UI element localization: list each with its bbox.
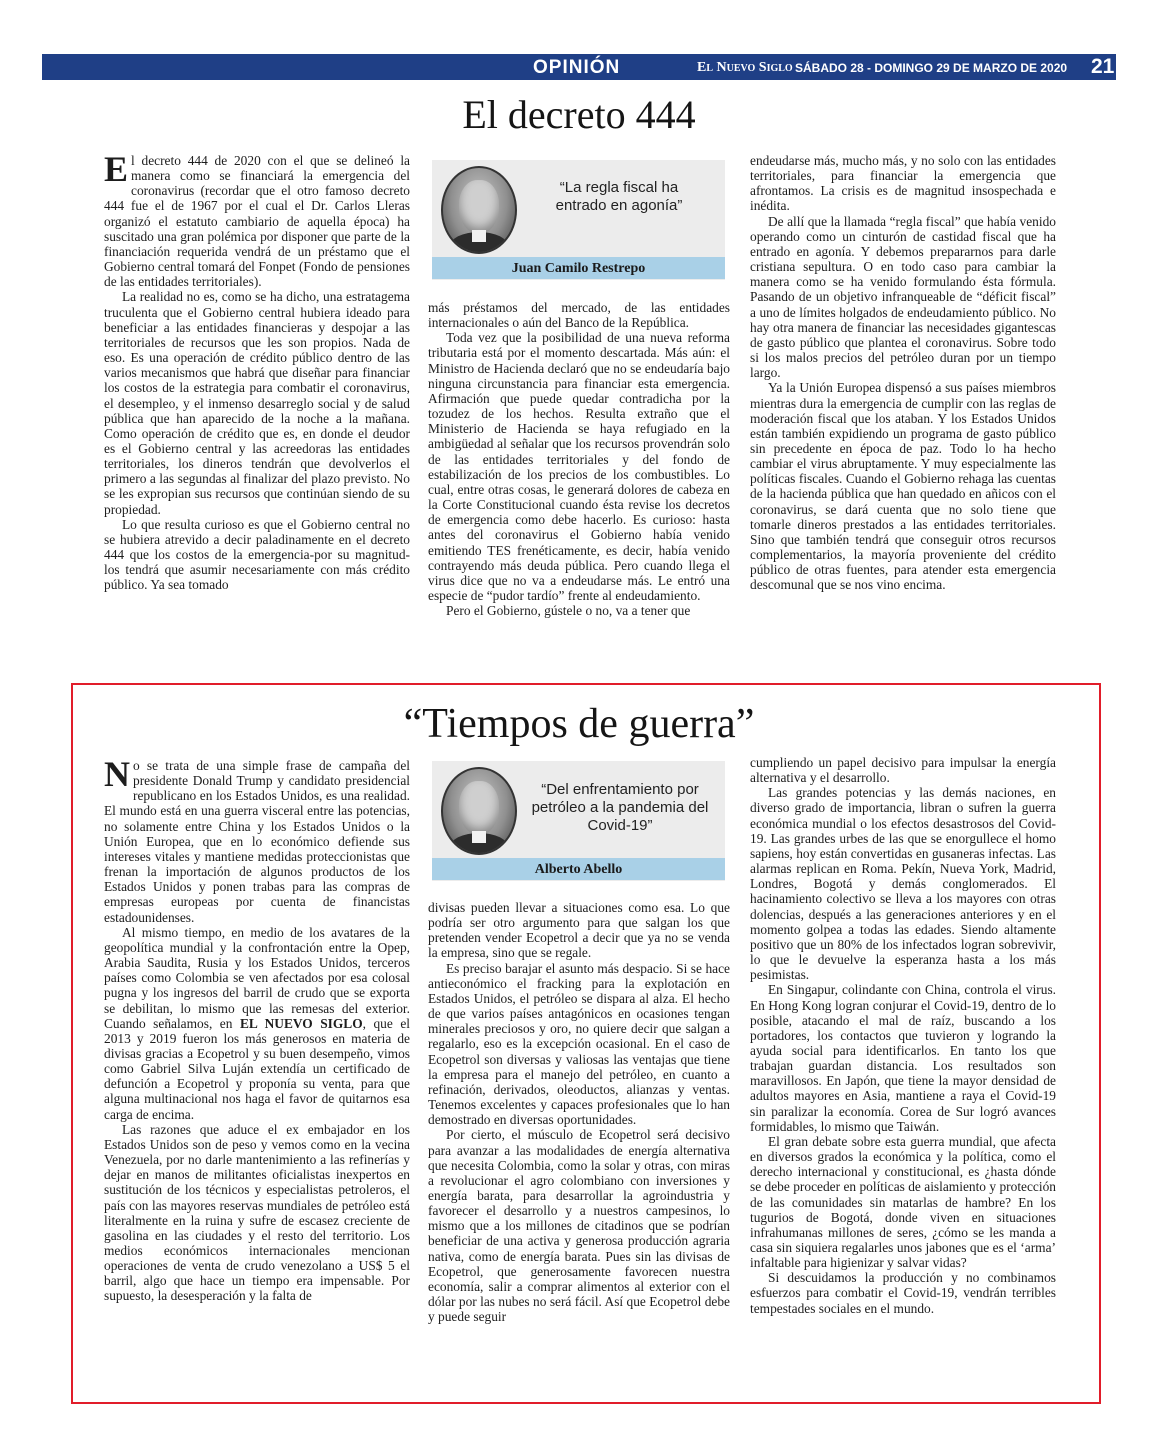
article1-paragraph: Pero el Gobierno, gústele o no, va a tener que bbox=[446, 603, 691, 619]
article1-column-2 bbox=[428, 300, 730, 673]
article2-paragraph: No se trata de una simple frase de campaña del presidente Donald Trump y candidato presidencial republicano en los Estados Unidos, es una realidad. El mundo está en una guerra visceral entre las potencias, no solamente entre China y los Estados Unidos o la Unión Europea, que en lo económico defiende sus intereses vitales y mantiene medidas proteccionistas que frenan la importación de algunos productos de los Estados Unidos y ponen trabas para las compras de empresas europeas por cuenta de financistas estadounidenses. bbox=[104, 758, 410, 925]
article2-paragraph: Es preciso barajar el asunto más despacio. Si se hace antieconómico el fracking para la explotación en Estados Unidos, el petróleo se dispara al alza. El hecho de que varios países antagónicos en ocasiones tengan minerales preciosos y oro, no quiere decir que salgan a regalarlo, eso es la excepción ocasional. En el caso de Ecopetrol son diversas y valiosas las ventajas que tiene la empresa para el manejo del petróleo, en cuanto a refinación, derivados, oleoductos, alianzas y ventas. Tenemos excelentes y capaces profesionales que lo han demostrado en diversas oportunidades. bbox=[428, 960, 730, 1128]
article1-paragraph: más préstamos del mercado, de las entidades internacionales o aún del Banco de la República. bbox=[428, 300, 730, 331]
newspaper-name-mention: EL NUEVO SIGLO bbox=[239, 1015, 363, 1031]
article1-paragraph: La realidad no es, como se ha dicho, una estratagema truculenta que el Gobierno central hubiera ideado para beneficiar a las entidades financieras y despojar a las territoriales de recursos que les son propios. Nada de eso. Es una operación de crédito público dentro de las varios mecanismos que habrá que diseñar para financiar los costos de la estrategia para combatir el coronavirus, el desempleo, y el inmenso desarreglo social y de salud pública que han aparecido de la noche a la mañana. Como operación de crédito que es, en donde el deudor es el Gobierno central y las acreedoras las entidades territoriales, los dineros tendrán que devolverlos el primero a las segundas al finalizar del plazo previsto. No se les expropian sus recursos que continúan siendo de su propiedad. bbox=[104, 289, 410, 517]
article2-paragraph: El gran debate sobre esta guerra mundial, que afecta en diversos grados la económica y la política, como el derecho internacional y constitucional, es ¿hasta dónde se debe proceder en políticas de aislamiento y protección de las comunidades sin matarlas de hambre? En los tugurios de Bogotá, donde viven en situaciones infrahumanas millones de seres, ¿cómo se les manda a casa sin siquiera regalarles unos jabones que es el ‘arma’ infaltable para higienizar y salvar vidas? bbox=[750, 1133, 1056, 1271]
article2-pull-quote: “Del enfrentamiento por petróleo a la pandemia del Covid-19” bbox=[531, 781, 709, 834]
article2-paragraph: Por cierto, el músculo de Ecopetrol será decisivo para avanzar a las modalidades de energía alternativa que necesita Colombia, como la solar y otras, con miras a revolucionar el agro colombiano con inversiones y energía barata, para desarrollar la agroindustria y favorecer el desarrollo y a nuestros campesinos, lo mismo que a los millones de citadinos que se podrían beneficiar de una activa y generosa producción agraria nativa, como de energía barata. Pues sin las divisas de Ecopetrol, que generosamente favorecen nuestra economía, salir a comprar alimentos al exterior con el dólar por las nubes no será fácil. Así que Ecopetrol debe y puede seguir bbox=[428, 1127, 730, 1325]
author-portrait-alberto-abello bbox=[441, 767, 517, 855]
article1-paragraph: Ya la Unión Europea dispensó a sus países miembros mientras dura la emergencia de cumplir con las reglas de moderación fiscal que los ataban. Y los Estados Unidos están también expidiendo un programa de gasto público sin precedente en época de paz. Todo lo ha hecho cambiar el virus abruptamente. Y muy especialmente las políticas fiscales. Cuando el Gobierno rehaga las cuentas de la hacienda pública que han quedado en añicos con el coronavirus, se dará cuenta que no solo tiene que tomarle dineros prestados a las entidades territoriales. Sino que también tendrá que conseguir otros recursos complementarios, la mayoría proveniente del crédito público de otras fuentes, para atender esta emergencia descomunal que se nos vino encima. bbox=[750, 380, 1056, 593]
masthead: El Nuevo Siglo bbox=[697, 60, 793, 75]
article2-author-box bbox=[432, 761, 725, 881]
article1-column-1 bbox=[104, 153, 410, 673]
author-portrait-juan-camilo-restrepo bbox=[441, 166, 517, 254]
article1-author-band bbox=[432, 257, 725, 279]
article1-dropcap: E bbox=[104, 153, 129, 189]
article2-paragraph: Las grandes potencias y las demás naciones, en diverso grado de importancia, libran o sufren la guerra económica mundial o los efectos desastrosos del Covid-19. Las grandes urbes de las que se enorgullece el homo sapiens, hoy están convertidas en gusaneras infectas. Las alarmas replican en Roma. Pekín, Nueva York, Madrid, Londres, Bogotá y demás conglomerados. El hacinamiento colectivo se lleva a los mayores con otras dolencias, después a las generaciones anteriores y en el momento golpea a todas las edades. Siendo altamente positivo que un 80% de los infectados logran sobrevivir, lo que le devuelve la esperanza hasta a los más pesimistas. bbox=[750, 785, 1056, 983]
article1-paragraph: endeudarse más, mucho más, y no solo con las entidades territoriales, para financiar la emergencia que afrontamos. La crisis es de magnitud insospechada e inédita. bbox=[750, 153, 1056, 214]
article1-paragraph: El decreto 444 de 2020 con el que se delineó la manera como se financiará la emergencia del coronavirus (recordar que el otro famoso decreto 444 fue el de 1967 por el cual el Dr. Carlos Lleras organizó el estatuto cambiario de aquella época) ha suscitado una gran polémica por disponer que parte de la financiación requerida vendrá de un préstamo que el Gobierno central tomará del Fonpet (Fondo de pensiones de las entidades territoriales). bbox=[104, 153, 410, 290]
article2-paragraph: Al mismo tiempo, en medio de los avatares de la geopolítica mundial y la confrontación entre la Opep, Arabia Saudita, Rusia y los Estados Unidos, terceros países como Colombia se ven afectados por esa colosal pugna y los ingresos del barril de crudo que se exporta se debilitan, lo mismo que las remesas del exterior. Cuando señalamos, en EL NUEVO SIGLO, que el 2013 y 2019 fueron los más generosos en materia de divisas gracias a Ecopetrol y su buen desempeño, vimos como Gabriel Silva Luján extendía un certificado de defunción a Ecopetrol y proponía su venta, para que alguna multinacional nos haga el favor de quitarnos esa carga de encima. bbox=[104, 924, 410, 1122]
article2-dropcap: N bbox=[104, 758, 130, 794]
article1-author-box bbox=[432, 160, 725, 280]
article2-paragraph: Las razones que aduce el ex embajador en los Estados Unidos son de peso y vemos como en la vecina Venezuela, por no darle mantenimiento a las refinerías y dejar en manos de militantes oficialistas inexpertos en sustitución de los técnicos y especialistas petroleros, el país con las mayores reservas mundiales de petróleo está literalmente en la ruina y sufre de escasez creciente de gasolina en las ciudades y el resto del territorio. Los medios económicos internacionales mencionan operaciones de venta de crudo venezolano a US$ 5 el barril, algo que hace un tiempo era impensable. Por supuesto, la desesperación y la falta de bbox=[104, 1121, 410, 1304]
article1-column-3 bbox=[750, 153, 1056, 673]
article1-paragraph: Toda vez que la posibilidad de una nueva reforma tributaria está por el momento descartada. Más aún: el Ministro de Hacienda declaró que no se endeudaría bajo ninguna circunstancia para financiar esta emergencia. Afirmación que puede quedar contradicha por la tozudez de los hechos. Resulta extraño que el Ministerio de Hacienda se haya refugiado en la ambigüedad al señalar que los recursos provendrán solo de las entidades territoriales y del fondo de estabilización de los precios de los combustibles. Lo cual, entre otras cosas, le generará dolores de cabeza en la Corte Constitucional cuando ésta revise los decretos de emergencia como debe hacerlo. Es curioso: hasta antes del coronavirus el Gobierno había venido emitiendo TES frenéticamente, es decir, había venido contrayendo más deuda pública. Pero cuando llega el virus dice que no va a endeudarse más. Le entró una especie de “pudor tardío” frente al endeudamiento. bbox=[428, 330, 730, 603]
article2-paragraph: En Singapur, colindante con China, controla el virus. En Hong Kong logran conjurar el Covid-19, dentro de lo posible, atacando el mal de raíz, buscando a los portadores, los contactos que tuvieron y logrando la ayuda social para identificarlos. En tanto los que trabajan guardan distancia. Los resultados son maravillosos. En Japón, que tiene la mayor densidad de adultos mayores en Asia, mantiene a raya el Covid-19 sin paralizar la economía. Corea de Sur logró avances formidables, lo mismo que Taiwán. bbox=[750, 982, 1056, 1134]
article2-paragraph: Si descuidamos la producción y no combinamos esfuerzos para combatir el Covid-19, vendrán terribles tempestades sociales en el mundo. bbox=[750, 1270, 1056, 1316]
section-name: OPINIÓN bbox=[533, 57, 621, 78]
article2-paragraph: cumpliendo un papel decisivo para impulsar la energía alternativa y el desarrollo. bbox=[750, 755, 1056, 786]
article1-author-name: Juan Camilo Restrepo bbox=[511, 261, 646, 276]
edition-date: SÁBADO 28 - DOMINGO 29 DE MARZO DE 2020 bbox=[795, 61, 1068, 75]
article2-column-2 bbox=[428, 900, 730, 1390]
article1-title: El decreto 444 bbox=[462, 92, 696, 137]
article2-column-1 bbox=[104, 758, 410, 1390]
article2-paragraph: divisas pueden llevar a situaciones como esa. Lo que podría ser otro argumento para que salgan los que pretenden vender Ecopetrol a decir que ya no se venda la empresa, sino que se regale. bbox=[428, 900, 730, 961]
page-number: 21 bbox=[1091, 55, 1115, 78]
article2-title: “Tiempos de guerra” bbox=[403, 701, 755, 747]
article2-author-band bbox=[432, 858, 725, 880]
article2-column-3 bbox=[750, 755, 1056, 1390]
article1-paragraph: Lo que resulta curioso es que el Gobierno central no se hubiera atrevido a decir paladinamente en el decreto 444 que los costos de la emergencia-por su magnitud- los tendrá que asumir necesariamente con más crédito público. Ya sea tomado bbox=[104, 516, 410, 593]
article1-pull-quote: “La regla fiscal ha entrado en agonía” bbox=[555, 179, 683, 214]
article2-author-name: Alberto Abello bbox=[534, 862, 623, 877]
article1-paragraph: De allí que la llamada “regla fiscal” que había venido operando como un cinturón de castidad fiscal que ha entrado en agonía. Y debemos prepararnos para darle cristiana sepultura. O en todo caso para cambiar la manera como se ha venido formulando ésta fórmula. Pasando de un objetivo infranqueable de “déficit fiscal” a uno de límites holgados de endeudamiento público. No hay otra manera de financiar las necesidades gigantescas de gasto público que plantea el coronavirus. Sobre todo si los malos precios del petróleo duran por un tiempo largo. bbox=[750, 213, 1056, 381]
